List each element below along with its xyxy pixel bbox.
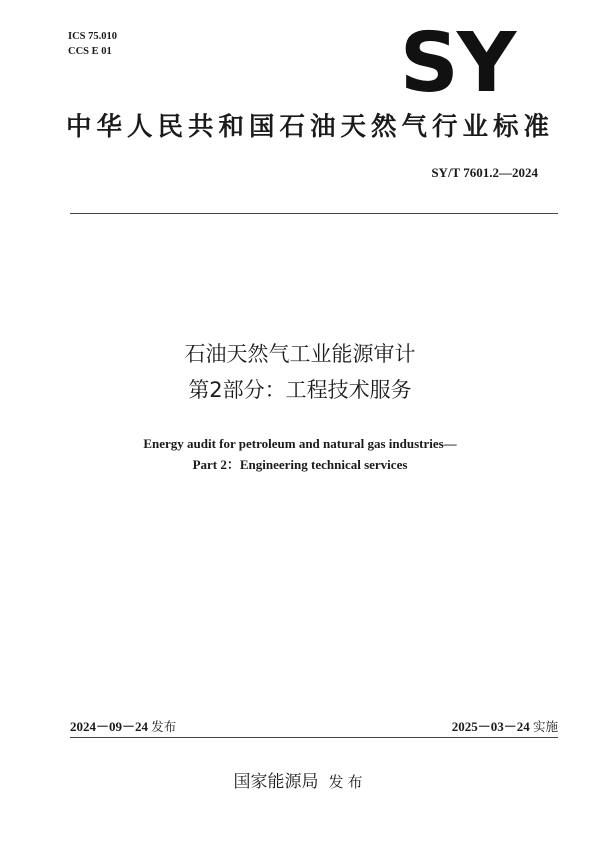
implementation-date-block [452,718,558,736]
publisher-block [0,769,600,795]
publisher-action: 发布 [328,773,367,791]
bottom-divider [70,737,558,738]
ics-code: ICS 75.010 [68,31,118,42]
document-title-cn-line2: 第2部分：工程技术服务 [188,378,412,402]
implementation-label: 实施 [532,719,558,734]
document-title-en-line2: Part 2：Engineering technical services [192,457,408,472]
document-title-en-line1: Energy audit for petroleum and natural gas industries— [143,436,457,451]
issue-date-block [70,718,176,736]
issue-label: 发布 [151,719,177,734]
standard-category-title: 中华人民共和国石油天然气行业标准 [66,112,555,142]
top-divider [70,213,558,214]
sy-logo: SY [399,16,515,111]
ccs-code: CCS E 01 [68,46,112,57]
implementation-date: 2025－03－24 [451,719,530,734]
standard-number: SY/T 7601.2—2024 [431,165,538,180]
issue-date: 2024－09－24 [70,719,149,734]
document-title-cn-line1: 石油天然气工业能源审计 [184,342,416,366]
publisher-name: 国家能源局 [233,772,319,792]
